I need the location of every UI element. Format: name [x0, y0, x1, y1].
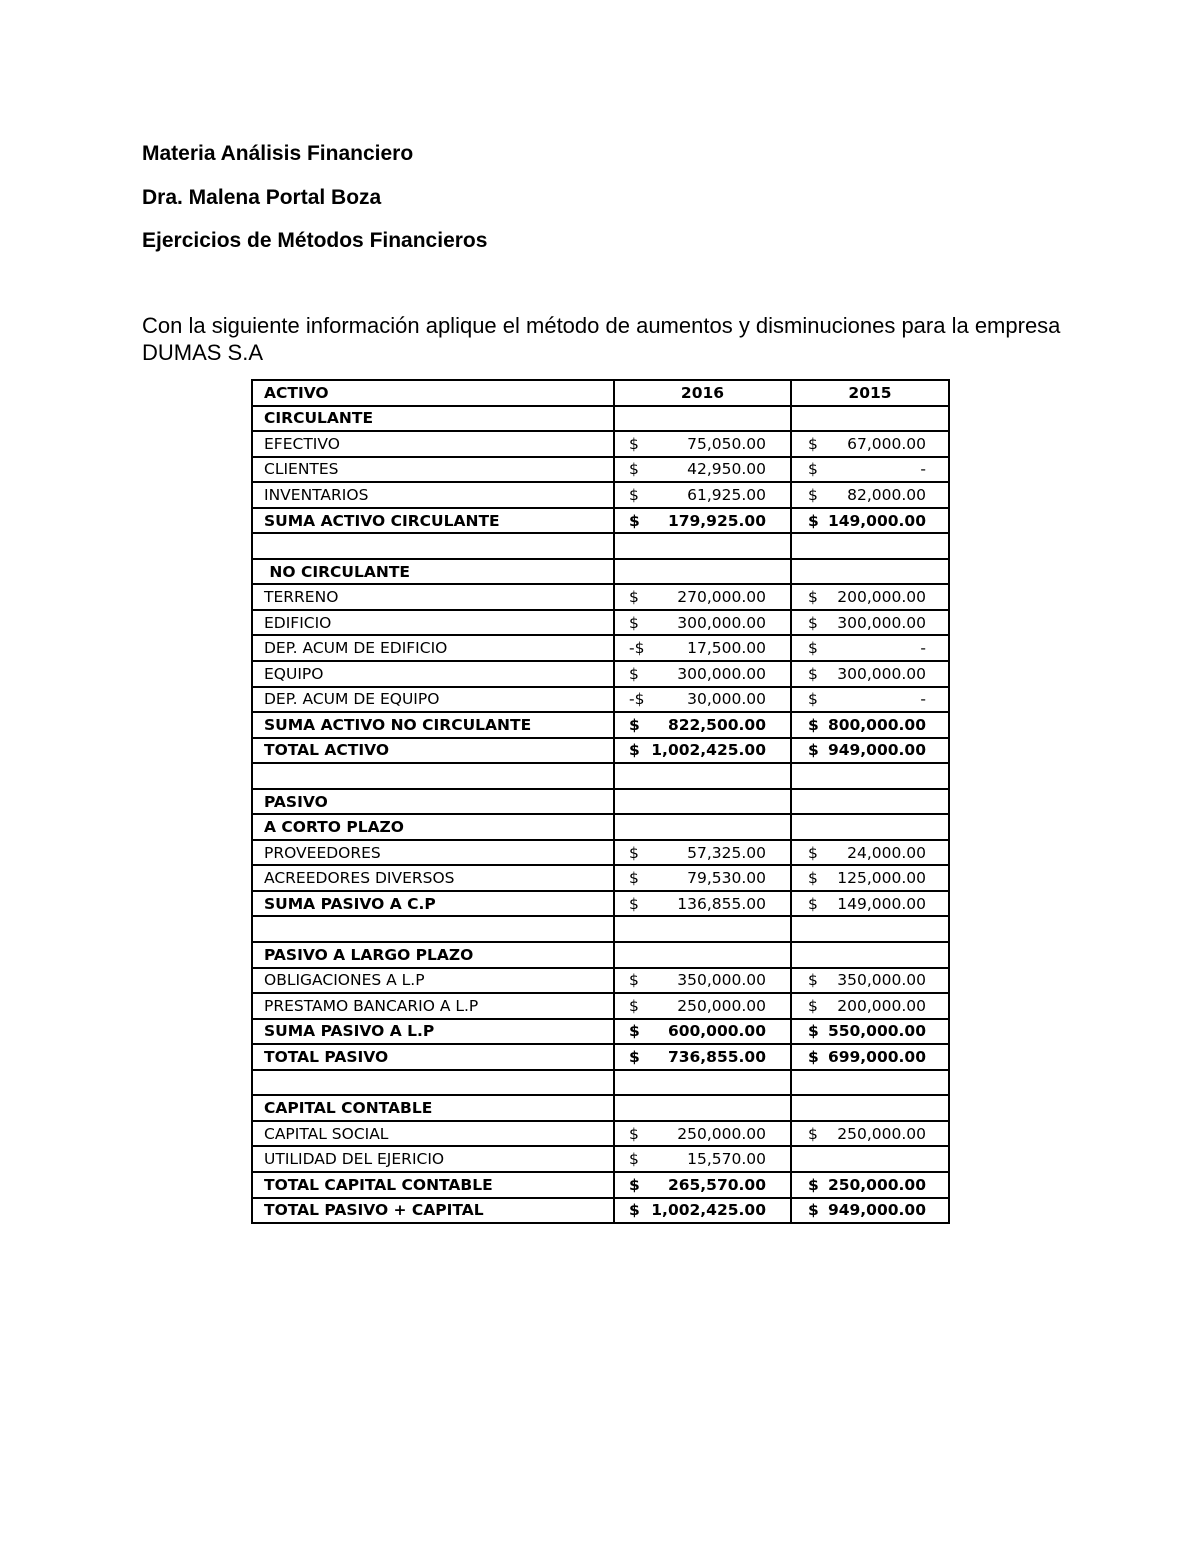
- currency-sign: -$: [629, 690, 645, 709]
- amount-2015: [791, 1070, 949, 1096]
- amount-2016: [614, 661, 791, 687]
- currency-sign: $: [629, 664, 639, 683]
- amount-value: 200,000.00: [837, 996, 926, 1015]
- amount-value: 250,000.00: [677, 996, 766, 1015]
- amount-2015: [791, 865, 949, 891]
- amount-2016: [614, 406, 791, 432]
- currency-sign: $: [629, 894, 639, 913]
- subject-heading: Materia Análisis Financiero: [142, 142, 414, 165]
- account-label: PRESTAMO BANCARIO A L.P: [252, 993, 614, 1019]
- account-label: A CORTO PLAZO: [252, 814, 614, 840]
- amount-2016: [614, 1044, 791, 1070]
- amount-2015: [791, 431, 949, 457]
- account-label: [252, 763, 614, 789]
- balance-sheet-table: [251, 379, 950, 1224]
- amount-value: 82,000.00: [847, 485, 926, 504]
- account-label: PROVEEDORES: [252, 840, 614, 866]
- amount-2016: [614, 840, 791, 866]
- amount-value: 24,000.00: [847, 843, 926, 862]
- currency-sign: $: [629, 1124, 639, 1143]
- amount-2015: [791, 1044, 949, 1070]
- amount-value: 250,000.00: [837, 1124, 926, 1143]
- currency-sign: $: [629, 1047, 640, 1066]
- account-label: [252, 916, 614, 942]
- amount-value: 75,050.00: [687, 434, 766, 453]
- amount-value: 149,000.00: [827, 511, 926, 530]
- amount-2016: [614, 431, 791, 457]
- account-label: CLIENTES: [252, 457, 614, 483]
- currency-sign: $: [808, 894, 818, 913]
- amount-value: 179,925.00: [667, 511, 766, 530]
- table-row: [252, 610, 949, 636]
- currency-sign: $: [629, 741, 640, 760]
- amount-2016: [614, 968, 791, 994]
- amount-2016: [614, 610, 791, 636]
- column-header-account: ACTIVO: [252, 380, 614, 406]
- amount-2015: [791, 916, 949, 942]
- amount-value: 250,000.00: [827, 1175, 926, 1194]
- amount-2016: [614, 763, 791, 789]
- amount-2016: [614, 1172, 791, 1198]
- amount-2015: [791, 1095, 949, 1121]
- account-label: SUMA PASIVO A C.P: [252, 891, 614, 917]
- currency-sign: $: [808, 1124, 818, 1143]
- account-label: TOTAL ACTIVO: [252, 738, 614, 764]
- currency-sign: $: [808, 434, 818, 453]
- amount-2016: [614, 891, 791, 917]
- amount-value: 42,950.00: [687, 460, 766, 479]
- table-row: [252, 508, 949, 534]
- amount-value: 149,000.00: [837, 894, 926, 913]
- amount-2015: [791, 559, 949, 585]
- amount-2016: [614, 457, 791, 483]
- amount-value: 800,000.00: [827, 715, 926, 734]
- amount-value: 949,000.00: [827, 1201, 926, 1220]
- account-label: TOTAL CAPITAL CONTABLE: [252, 1172, 614, 1198]
- instructions-paragraph: Con la siguiente información aplique el método de aumentos y disminuciones para la empresa DUMAS S.A: [142, 313, 1061, 365]
- amount-value: 300,000.00: [677, 664, 766, 683]
- amount-value: 600,000.00: [667, 1022, 766, 1041]
- table-row: [252, 942, 949, 968]
- amount-2015: [791, 942, 949, 968]
- amount-2015: [791, 814, 949, 840]
- amount-2015: [791, 840, 949, 866]
- table-row: [252, 1172, 949, 1198]
- amount-2015: [791, 738, 949, 764]
- account-label: SUMA ACTIVO NO CIRCULANTE: [252, 712, 614, 738]
- account-label: INVENTARIOS: [252, 482, 614, 508]
- table-row: [252, 584, 949, 610]
- amount-2016: [614, 1095, 791, 1121]
- account-label: CIRCULANTE: [252, 406, 614, 432]
- table-row: [252, 865, 949, 891]
- table-row: [252, 1044, 949, 1070]
- amount-2016: [614, 482, 791, 508]
- amount-2015: [791, 661, 949, 687]
- account-label: PASIVO A LARGO PLAZO: [252, 942, 614, 968]
- currency-sign: $: [808, 613, 818, 632]
- amount-value: 125,000.00: [837, 869, 926, 888]
- currency-sign: $: [808, 1022, 819, 1041]
- amount-value: 300,000.00: [837, 664, 926, 683]
- amount-value: 200,000.00: [837, 588, 926, 607]
- account-label: SUMA PASIVO A L.P: [252, 1019, 614, 1045]
- amount-2016: [614, 1070, 791, 1096]
- currency-sign: $: [629, 843, 639, 862]
- currency-sign: $: [808, 588, 818, 607]
- table-row: [252, 993, 949, 1019]
- amount-value: -: [920, 460, 926, 479]
- table-row: [252, 891, 949, 917]
- table-row: [252, 1070, 949, 1096]
- account-label: EQUIPO: [252, 661, 614, 687]
- currency-sign: $: [629, 1150, 639, 1169]
- currency-sign: $: [629, 1175, 640, 1194]
- amount-value: 61,925.00: [687, 485, 766, 504]
- amount-value: 300,000.00: [837, 613, 926, 632]
- table-row: [252, 763, 949, 789]
- currency-sign: $: [629, 1022, 640, 1041]
- table-row: [252, 431, 949, 457]
- currency-sign: $: [629, 715, 640, 734]
- currency-sign: $: [629, 1201, 640, 1220]
- account-label: [252, 1070, 614, 1096]
- amount-value: 300,000.00: [677, 613, 766, 632]
- account-label: EDIFICIO: [252, 610, 614, 636]
- table-row: [252, 559, 949, 585]
- amount-2016: [614, 508, 791, 534]
- currency-sign: $: [808, 843, 818, 862]
- table-row: [252, 533, 949, 559]
- amount-2016: [614, 865, 791, 891]
- amount-2016: [614, 1146, 791, 1172]
- currency-sign: $: [808, 511, 819, 530]
- amount-2015: [791, 584, 949, 610]
- amount-value: 736,855.00: [667, 1047, 766, 1066]
- currency-sign: $: [629, 434, 639, 453]
- table-row: [252, 457, 949, 483]
- amount-2015: [791, 763, 949, 789]
- amount-2016: [614, 687, 791, 713]
- amount-2016: [614, 635, 791, 661]
- account-label: TOTAL PASIVO + CAPITAL: [252, 1198, 614, 1224]
- account-label: TERRENO: [252, 584, 614, 610]
- table-row: [252, 482, 949, 508]
- amount-value: 30,000.00: [687, 690, 766, 709]
- amount-2015: [791, 610, 949, 636]
- amount-2015: [791, 1019, 949, 1045]
- currency-sign: $: [629, 511, 640, 530]
- account-label: CAPITAL CONTABLE: [252, 1095, 614, 1121]
- currency-sign: $: [808, 971, 818, 990]
- amount-2016: [614, 993, 791, 1019]
- table-row: [252, 840, 949, 866]
- currency-sign: $: [808, 485, 818, 504]
- amount-value: 17,500.00: [687, 639, 766, 658]
- amount-value: -: [920, 690, 926, 709]
- amount-2016: [614, 916, 791, 942]
- account-label: [252, 533, 614, 559]
- table-row: [252, 738, 949, 764]
- currency-sign: $: [629, 613, 639, 632]
- amount-2016: [614, 1019, 791, 1045]
- amount-value: 822,500.00: [667, 715, 766, 734]
- table-row: [252, 712, 949, 738]
- amount-2016: [614, 738, 791, 764]
- account-label: NO CIRCULANTE: [252, 559, 614, 585]
- exercise-title: Ejercicios de Métodos Financieros: [142, 229, 488, 252]
- currency-sign: $: [808, 664, 818, 683]
- currency-sign: -$: [629, 639, 645, 658]
- amount-2015: [791, 891, 949, 917]
- account-label: DEP. ACUM DE EQUIPO: [252, 687, 614, 713]
- amount-2016: [614, 942, 791, 968]
- currency-sign: $: [629, 485, 639, 504]
- table-row: [252, 635, 949, 661]
- amount-value: 57,325.00: [687, 843, 766, 862]
- amount-2015: [791, 712, 949, 738]
- table-row: [252, 814, 949, 840]
- amount-2015: [791, 687, 949, 713]
- amount-2015: [791, 968, 949, 994]
- amount-value: 265,570.00: [667, 1175, 766, 1194]
- currency-sign: $: [808, 741, 819, 760]
- currency-sign: $: [808, 639, 818, 658]
- column-header-2015: 2015: [791, 380, 949, 406]
- amount-2015: [791, 1121, 949, 1147]
- amount-2015: [791, 508, 949, 534]
- amount-2016: [614, 533, 791, 559]
- balance-sheet-body: [252, 380, 949, 1223]
- amount-value: 1,002,425.00: [651, 741, 766, 760]
- currency-sign: $: [629, 588, 639, 607]
- amount-2016: [614, 712, 791, 738]
- amount-value: 15,570.00: [687, 1150, 766, 1169]
- amount-2015: [791, 406, 949, 432]
- table-row: [252, 916, 949, 942]
- account-label: EFECTIVO: [252, 431, 614, 457]
- amount-2015: [791, 1172, 949, 1198]
- currency-sign: $: [808, 1047, 819, 1066]
- amount-2015: [791, 789, 949, 815]
- amount-2016: [614, 1121, 791, 1147]
- table-row: [252, 1019, 949, 1045]
- amount-value: 79,530.00: [687, 869, 766, 888]
- currency-sign: $: [629, 996, 639, 1015]
- column-header-2016: 2016: [614, 380, 791, 406]
- currency-sign: $: [808, 996, 818, 1015]
- amount-2016: [614, 789, 791, 815]
- table-row: [252, 1146, 949, 1172]
- currency-sign: $: [629, 971, 639, 990]
- amount-2015: [791, 1198, 949, 1224]
- amount-2015: [791, 482, 949, 508]
- currency-sign: $: [629, 460, 639, 479]
- amount-value: 350,000.00: [677, 971, 766, 990]
- amount-value: 1,002,425.00: [651, 1201, 766, 1220]
- table-header-row: [252, 380, 949, 406]
- account-label: PASIVO: [252, 789, 614, 815]
- table-row: [252, 687, 949, 713]
- table-row: [252, 661, 949, 687]
- table-row: [252, 789, 949, 815]
- amount-value: 250,000.00: [677, 1124, 766, 1143]
- amount-2015: [791, 1146, 949, 1172]
- amount-value: 699,000.00: [827, 1047, 926, 1066]
- table-row: [252, 406, 949, 432]
- account-label: CAPITAL SOCIAL: [252, 1121, 614, 1147]
- account-label: UTILIDAD DEL EJERICIO: [252, 1146, 614, 1172]
- amount-value: -: [920, 639, 926, 658]
- currency-sign: $: [629, 869, 639, 888]
- amount-2015: [791, 533, 949, 559]
- table-row: [252, 1095, 949, 1121]
- amount-value: 136,855.00: [677, 894, 766, 913]
- amount-value: 949,000.00: [827, 741, 926, 760]
- amount-value: 67,000.00: [847, 434, 926, 453]
- amount-value: 550,000.00: [827, 1022, 926, 1041]
- amount-2015: [791, 993, 949, 1019]
- currency-sign: $: [808, 1201, 819, 1220]
- professor-heading: Dra. Malena Portal Boza: [142, 186, 382, 209]
- currency-sign: $: [808, 690, 818, 709]
- currency-sign: $: [808, 460, 818, 479]
- account-label: OBLIGACIONES A L.P: [252, 968, 614, 994]
- currency-sign: $: [808, 1175, 819, 1194]
- account-label: DEP. ACUM DE EDIFICIO: [252, 635, 614, 661]
- amount-2016: [614, 584, 791, 610]
- currency-sign: $: [808, 715, 819, 734]
- currency-sign: $: [808, 869, 818, 888]
- table-row: [252, 1198, 949, 1224]
- amount-value: 270,000.00: [677, 588, 766, 607]
- amount-2016: [614, 814, 791, 840]
- amount-2015: [791, 457, 949, 483]
- account-label: TOTAL PASIVO: [252, 1044, 614, 1070]
- amount-2016: [614, 1198, 791, 1224]
- amount-value: 350,000.00: [837, 971, 926, 990]
- table-row: [252, 1121, 949, 1147]
- table-row: [252, 968, 949, 994]
- amount-2015: [791, 635, 949, 661]
- amount-2016: [614, 559, 791, 585]
- account-label: ACREEDORES DIVERSOS: [252, 865, 614, 891]
- account-label: SUMA ACTIVO CIRCULANTE: [252, 508, 614, 534]
